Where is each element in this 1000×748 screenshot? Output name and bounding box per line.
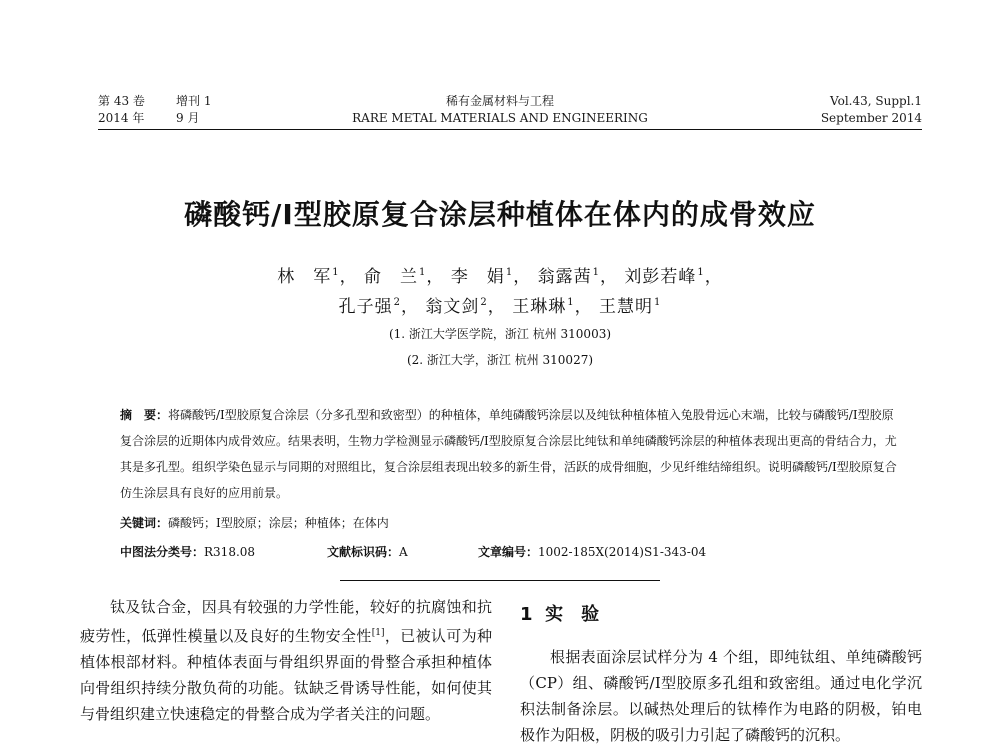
header-volume-en: [821, 93, 922, 127]
header-date-en: September 2014: [820, 111, 922, 125]
author: 王慧明$^1$: [598, 297, 662, 317]
author: 翁露茜$^1$: [537, 267, 600, 287]
document-code: [327, 543, 408, 560]
header-volume: 第 43 卷: [98, 94, 145, 108]
clc-number: [120, 543, 255, 560]
authors-line-2: 孔子强$^2$， 翁文剑$^2$， 王琳琳$^1$， 王慧明$^1$: [338, 297, 662, 317]
author: 林 军$^1$: [277, 267, 340, 287]
doc-code-value: A: [399, 545, 408, 559]
article-number-label: 文章编号：: [478, 545, 539, 559]
author: 孔子强$^2$: [338, 297, 402, 317]
header-vol-en: Vol.43, Suppl.1: [830, 94, 922, 108]
keywords-label: 关键词：: [120, 516, 169, 530]
keywords-text: 磷酸钙；Ⅰ型胶原；涂层；种植体；在体内: [168, 516, 389, 530]
header-rule: [98, 129, 922, 130]
body-right-paragraph: 根据表面涂层试样分为 4 个组，即纯钛组、单纯磷酸钙（CP）组、磷酸钙/Ⅰ型胶原多孔组和致密组。通过电化学沉积法制备涂层。以碱热处理后的钛棒作为电路的阴极，铂电极作为阳极，阴极的吸引力引起了磷酸钙的沉积。: [520, 648, 922, 744]
header-month: 9 月: [176, 111, 200, 125]
paper-title: 磷酸钙/Ⅰ型胶原复合涂层种植体在体内的成骨效应: [184, 198, 816, 231]
abstract-label: 摘 要：: [120, 408, 169, 422]
section-title: 实 验: [545, 604, 600, 625]
keywords: [120, 514, 389, 531]
author: 王琳琳$^1$: [512, 297, 575, 317]
clc-label: 中图法分类号：: [120, 545, 205, 559]
author: 李 娟$^1$: [450, 267, 514, 287]
doc-code-label: 文献标识码：: [327, 545, 400, 559]
body-left-paragraph: 钛及钛合金，因具有较强的力学性能，较好的抗腐蚀和抗疲劳性，低弹性模量以及良好的生物安全性[1]，已被认可为种植体根部材料。种植体表面与骨组织界面的骨整合承担种植体向骨组织持续分散负荷的功能。钛缺乏骨诱导性能，如何使其与骨组织建立快速稳定的骨整合成为学者关注的问题。: [80, 598, 492, 723]
clc-value: R318.08: [204, 545, 256, 559]
author: 刘彭若峰$^1$: [624, 267, 705, 287]
affiliation-1: (1. 浙江大学医学院，浙江 杭州 310003): [388, 327, 612, 341]
author: 翁文剑$^2$: [425, 297, 488, 317]
journal-name-cn: 稀有金属材料与工程: [445, 94, 554, 108]
article-number-value: 1002-185X(2014)S1-343-04: [538, 545, 707, 559]
article-number: [478, 543, 706, 560]
journal-name-en: RARE METAL MATERIALS AND ENGINEERING: [352, 111, 648, 125]
abstract-text: 将磷酸钙/Ⅰ型胶原复合涂层（分多孔型和致密型）的种植体，单纯磷酸钙涂层以及纯钛种植体植入兔股骨远心末端，比较与磷酸钙/Ⅰ型胶原复合涂层的近期体内成骨效应。结果表明，生物力学检测显示磷酸钙/Ⅰ型胶原复合涂层比纯钛和单纯磷酸钙涂层的种植体表现出更高的骨结合力，尤其是多孔型。组织学染色显示与同期的对照组比，复合涂层组表现出较多的新生骨，活跃的成骨细胞，少见纤维结缔组织。说明磷酸钙/Ⅰ型胶原复合仿生涂层具有良好的应用前景。: [120, 408, 897, 500]
authors-line-1: 林 军$^1$， 俞 兰$^1$， 李 娟$^1$， 翁露茜$^1$， 刘彭若峰$^1$，: [277, 267, 723, 287]
separator-rule: [340, 580, 660, 581]
header-supplement: 增刊 1: [176, 94, 212, 108]
affiliation-2: (2. 浙江大学，浙江 杭州 310027): [406, 353, 594, 367]
citation-ref: [1]: [371, 628, 385, 638]
author: 俞 兰$^1$: [364, 267, 427, 287]
section-heading: [520, 600, 599, 626]
section-number: 1: [520, 604, 533, 625]
abstract: [120, 402, 900, 506]
header-year: 2014 年: [98, 111, 145, 125]
